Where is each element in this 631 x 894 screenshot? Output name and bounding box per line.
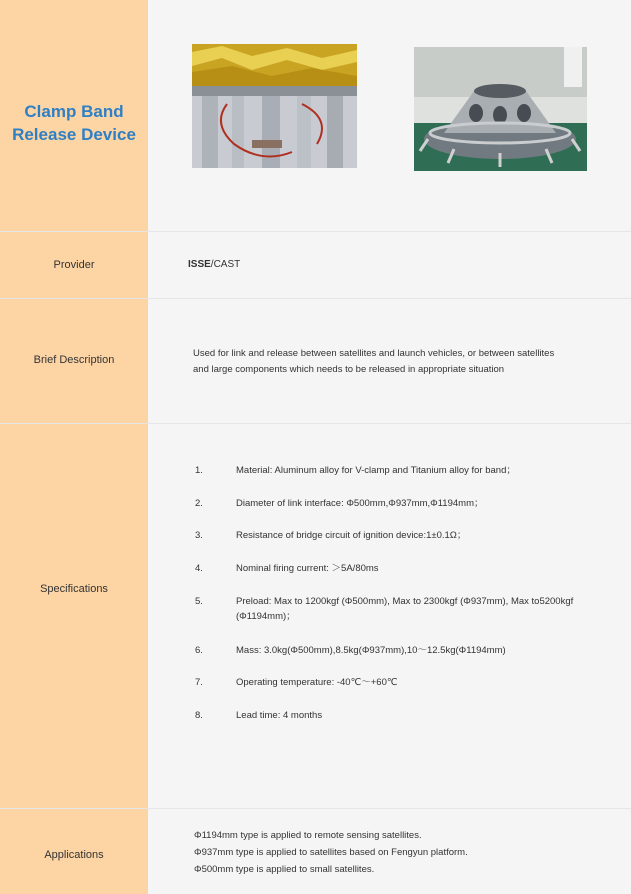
spec-number: 1. (195, 465, 203, 476)
spec-item (236, 594, 626, 624)
spec-item (236, 643, 626, 658)
spec-item (236, 675, 626, 690)
spec-line: Diameter of link interface: Φ500mm,Φ937mm,Φ1194mm； (236, 498, 484, 509)
application-line: Φ937mm type is applied to satellites based on Fengyun platform. (194, 847, 468, 858)
spec-number: 5. (195, 596, 203, 607)
row-divider (0, 808, 631, 809)
row-divider (0, 423, 631, 424)
spec-number: 3. (195, 530, 203, 541)
spec-item (236, 708, 626, 723)
spec-item (236, 528, 626, 543)
provider-label: Provider (53, 259, 95, 271)
row-divider (0, 231, 631, 232)
spec-line: Material: Aluminum alloy for V-clamp and Titanium alloy for band； (236, 465, 516, 476)
brief-line: Used for link and release between satellites and launch vehicles, or between satellites (193, 348, 555, 359)
spec-line: Lead time: 4 months (236, 710, 323, 721)
specifications-label: Specifications (40, 583, 108, 595)
page-title (0, 100, 148, 146)
spec-number: 4. (195, 563, 203, 574)
provider-value (188, 259, 240, 270)
spec-line: Nominal firing current: ＞5A/80ms (236, 563, 379, 574)
spec-item (236, 561, 626, 576)
title-line: Release Device (12, 125, 136, 144)
spec-line: Resistance of bridge circuit of ignition device:1±0.1Ω； (236, 530, 467, 541)
spec-number: 8. (195, 710, 203, 721)
spec-item (236, 496, 626, 511)
spec-line: (Φ1194mm)； (236, 611, 296, 622)
spec-line: Operating temperature: -40℃～+60℃ (236, 677, 398, 688)
applications-label: Applications (44, 849, 104, 861)
brief-description-text (193, 346, 554, 378)
spec-number: 6. (195, 645, 203, 656)
provider-parent: /CAST (210, 259, 241, 270)
brief-line: and large components which needs to be released in appropriate situation (193, 364, 505, 375)
spec-item (236, 463, 626, 478)
title-line: Clamp Band (24, 102, 124, 121)
clamp-band-photo-1 (192, 44, 357, 168)
spec-number: 7. (195, 677, 203, 688)
application-line: Φ500mm type is applied to small satellites. (194, 864, 375, 875)
application-line: Φ1194mm type is applied to remote sensing satellites. (194, 830, 422, 841)
spec-line: Mass: 3.0kg(Φ500mm),8.5kg(Φ937mm),10～12.5kg(Φ1194mm) (236, 645, 506, 656)
brief-description-label: Brief Description (33, 354, 115, 366)
clamp-band-photo-2 (414, 47, 587, 171)
provider-org: ISSE (188, 259, 211, 270)
row-divider (0, 298, 631, 299)
spec-number: 2. (195, 498, 203, 509)
spec-line: Preload: Max to 1200kgf (Φ500mm), Max to 2300kgf (Φ937mm), Max to5200kgf (236, 596, 574, 607)
